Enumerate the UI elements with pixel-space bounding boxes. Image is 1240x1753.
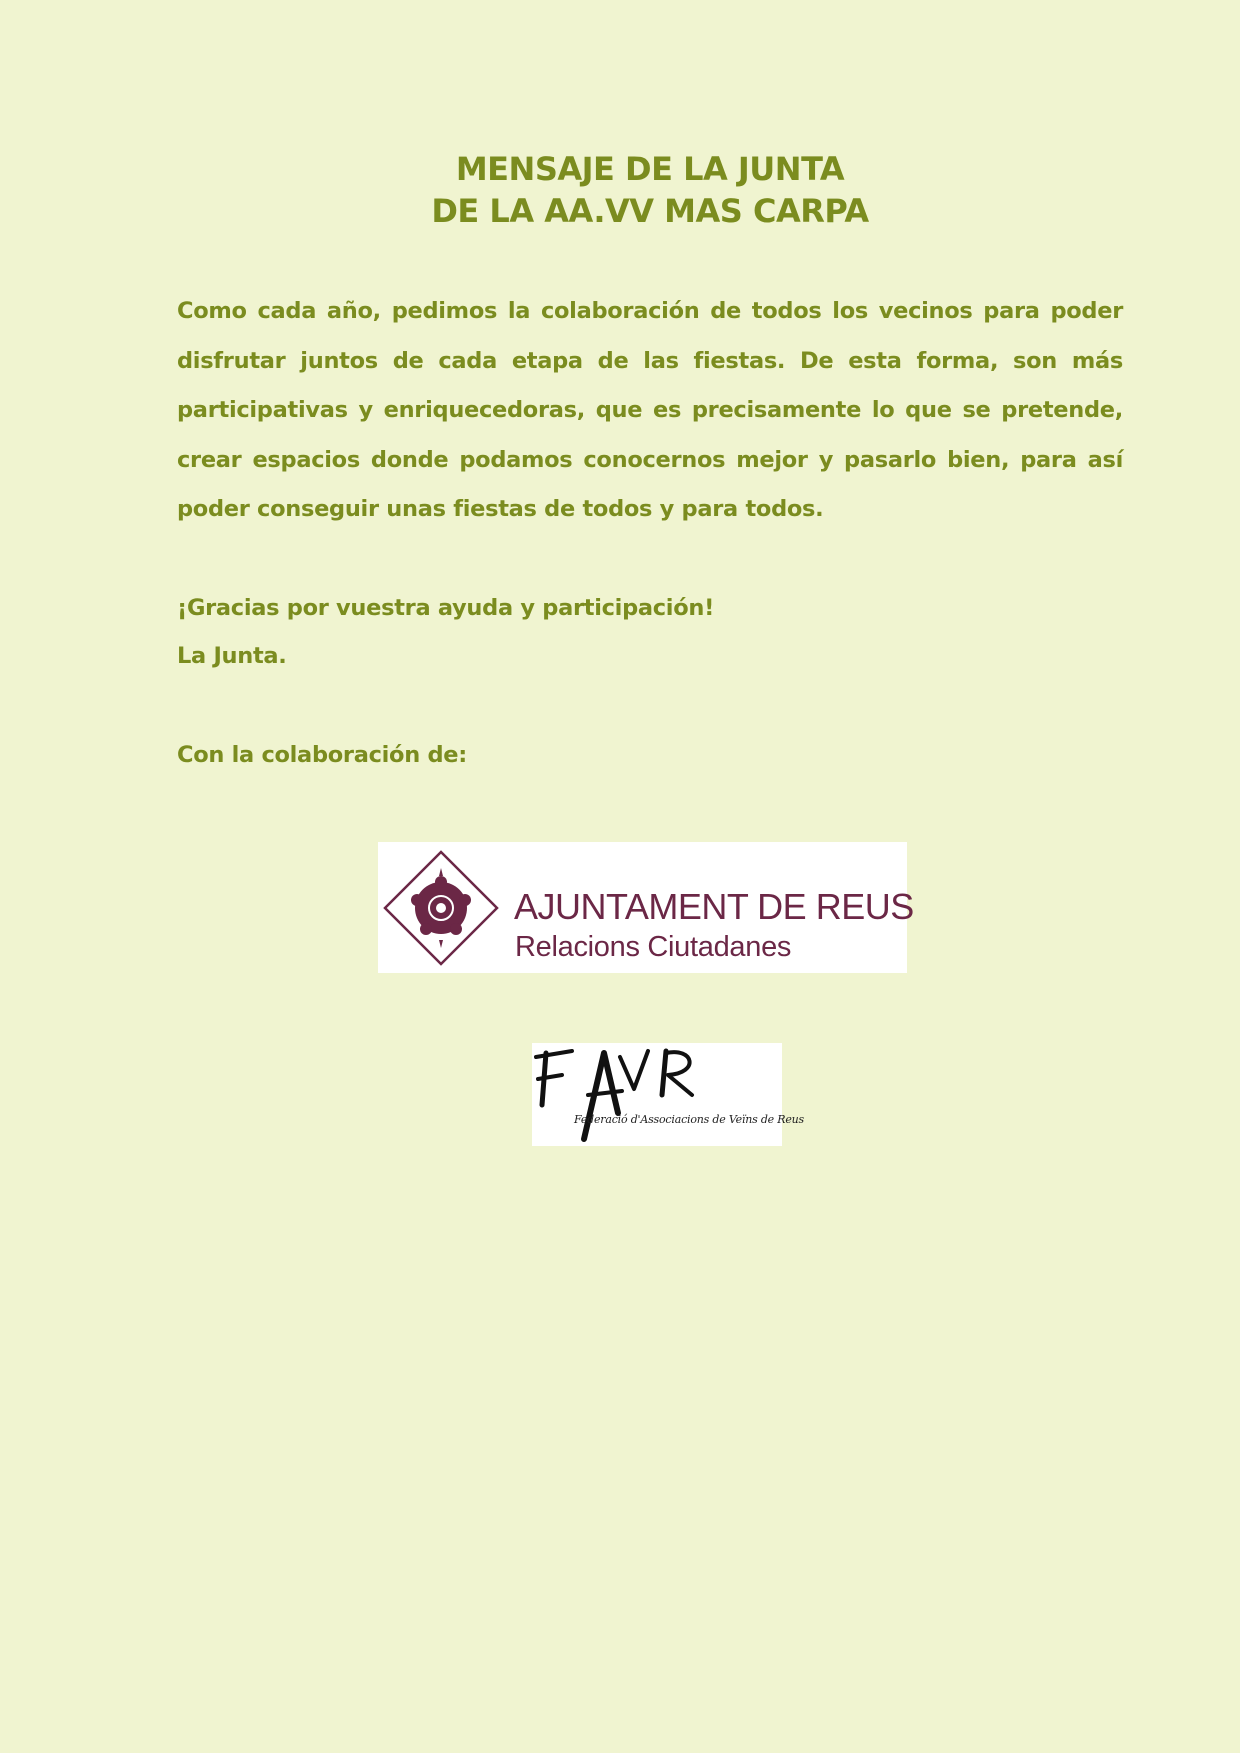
collaboration-label: Con la colaboración de:	[177, 742, 467, 768]
favr-logo	[532, 1043, 804, 1146]
favr-logo-subtitle: Federació d'Associacions de Veïns de Reus	[574, 1113, 804, 1126]
favr-logo-icon	[532, 1043, 782, 1146]
signature-line: La Junta.	[177, 643, 287, 669]
reus-logo-line-1: AJUNTAMENT DE REUS	[514, 886, 914, 927]
reus-rose-emblem-icon	[381, 848, 501, 968]
reus-logo-line-2: Relacions Ciutadanes	[515, 931, 792, 963]
title-line-1: MENSAJE DE LA JUNTA	[455, 150, 845, 188]
title-line-2: DE LA AA.VV MAS CARPA	[431, 192, 869, 230]
page-title	[0, 148, 1240, 232]
message-paragraph: Como cada año, pedimos la colaboración de todos los vecinos para poder disfrutar juntos de cada etapa de las fiestas. De esta forma, son más participativas y enriquecedoras, que es precisamente lo que se pretende, crear espacios donde podamos conocernos mejor y pasarlo bien, para así poder conseguir unas fiestas de todos y para todos.	[177, 298, 1123, 522]
ajuntament-reus-logo	[378, 842, 914, 973]
thanks-line: ¡Gracias por vuestra ayuda y participación!	[177, 595, 715, 621]
